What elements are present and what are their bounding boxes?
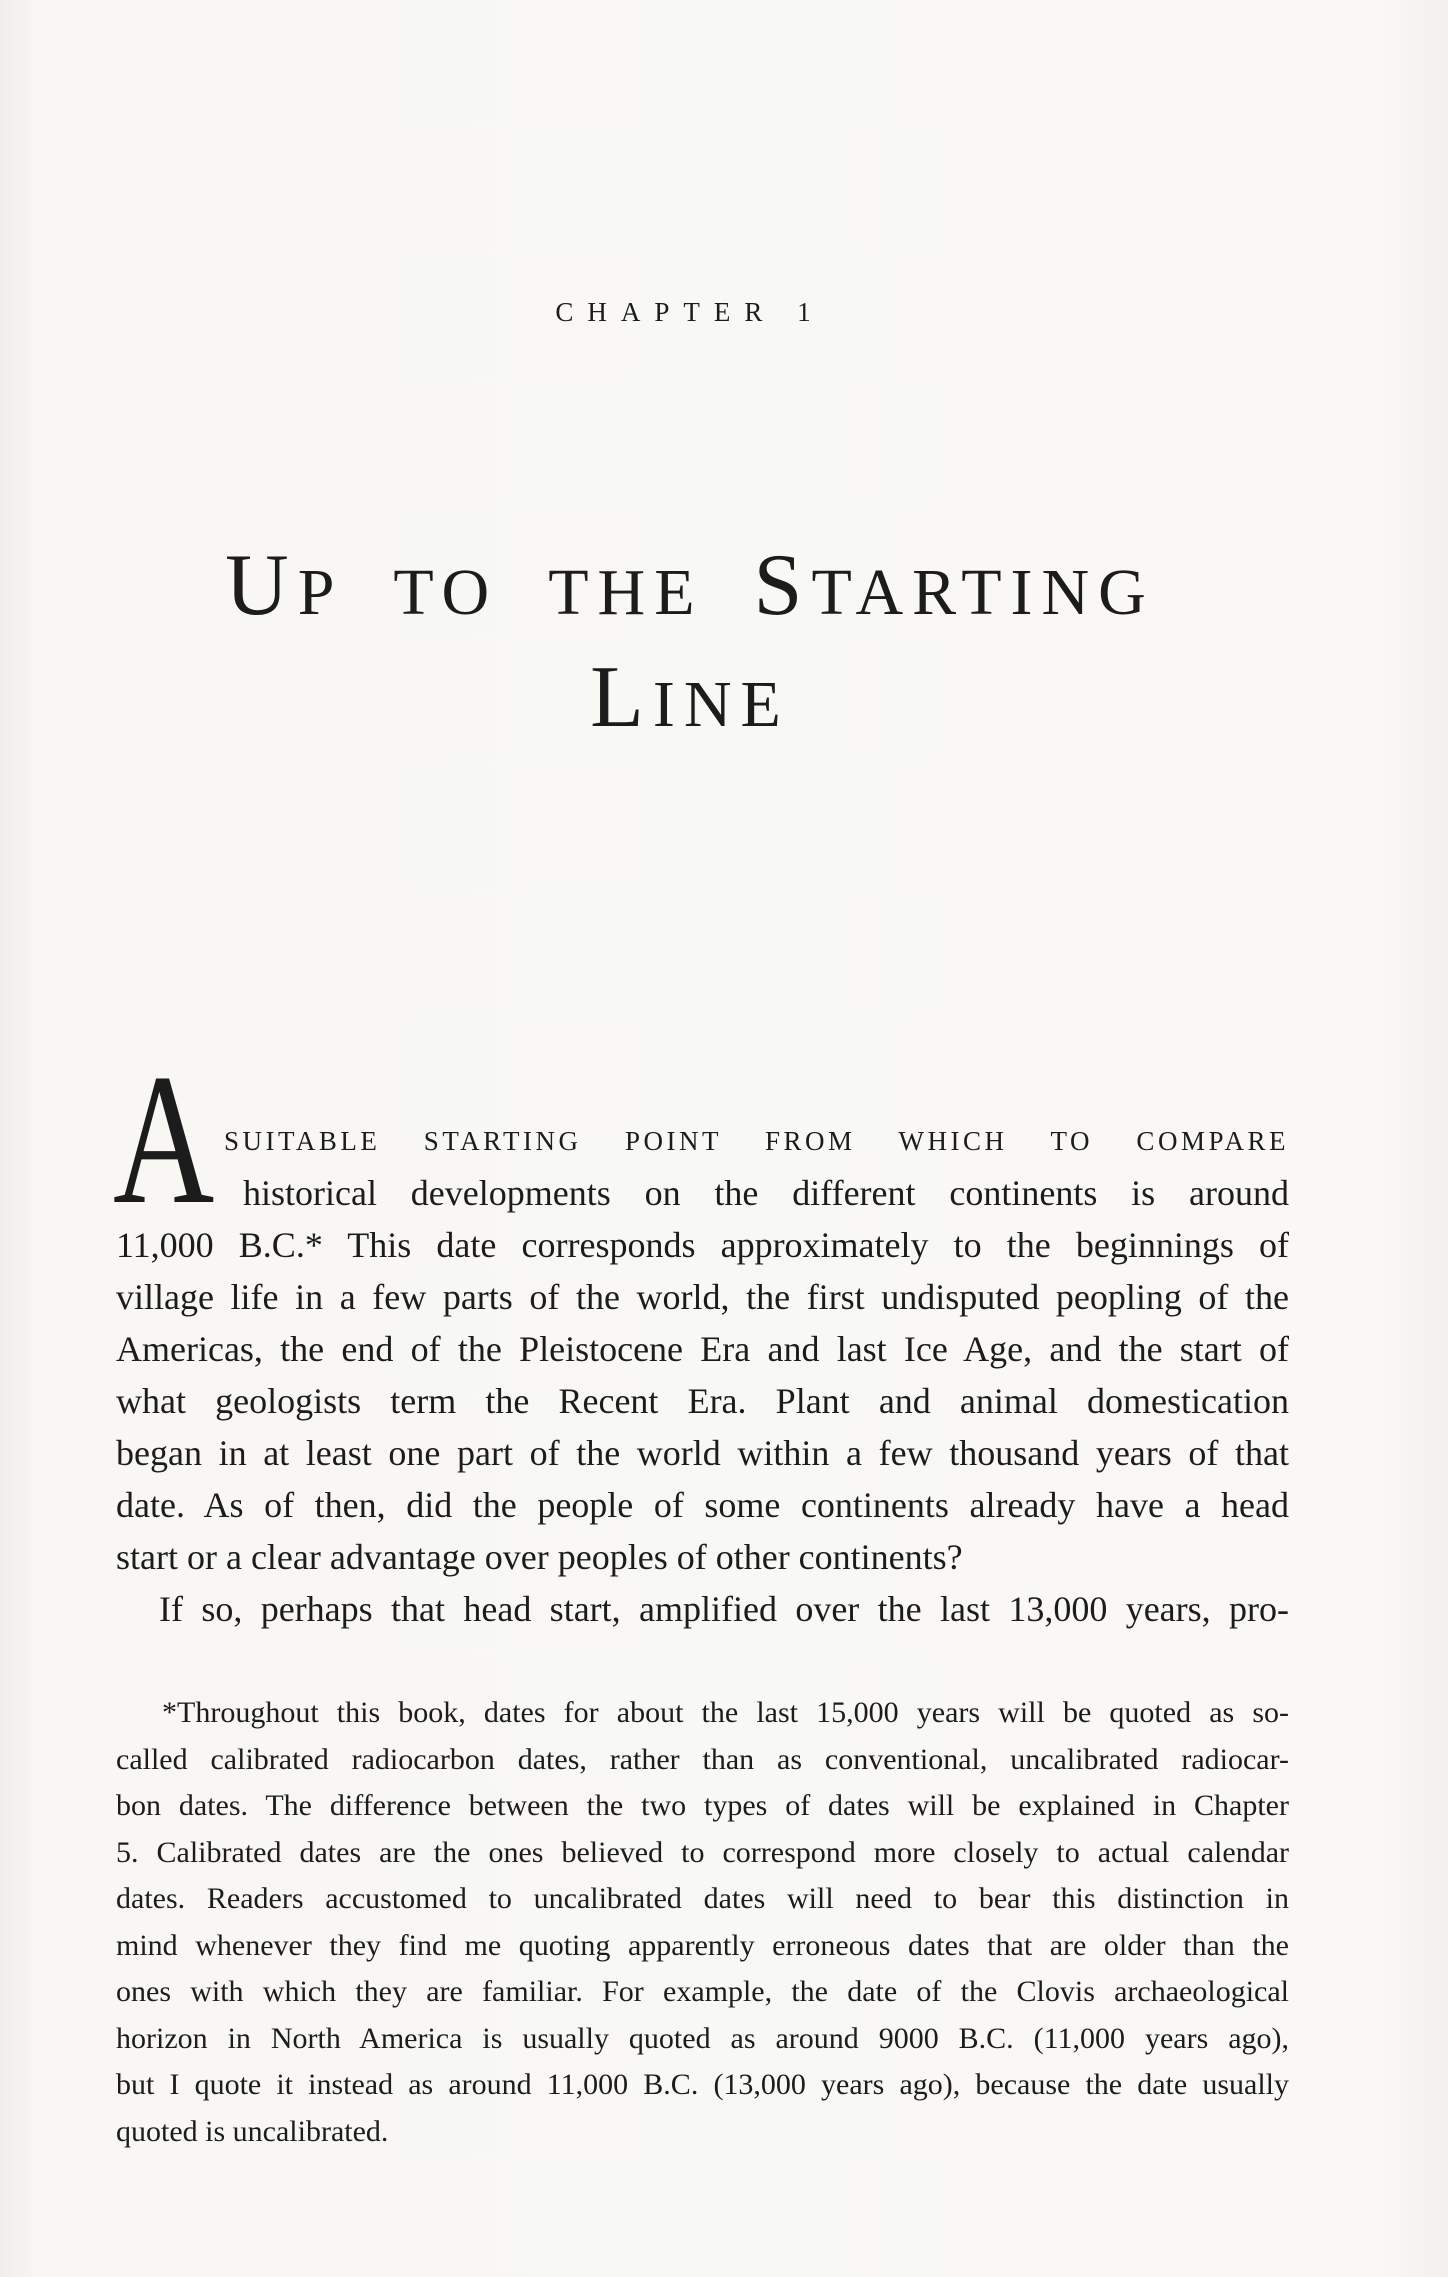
footnote-line: ones with which they are familiar. For example, the date of the Clovis archaeological bbox=[116, 1975, 1289, 2008]
footnote-line: horizon in North America is usually quoted as around 9000 B.C. (11,000 years ago), bbox=[116, 2021, 1289, 2055]
chapter-title-line-2 bbox=[0, 648, 1380, 755]
chapter-title-line-1 bbox=[0, 536, 1380, 643]
body-line: Americas, the end of the Pleistocene Era and last Ice Age, and the start of bbox=[116, 1329, 1289, 1369]
body-line: began in at least one part of the world within a few thousand years of that bbox=[116, 1433, 1289, 1473]
footnote-line: dates. Readers accustomed to uncalibrated dates will need to bear this distinction in bbox=[116, 1882, 1289, 1915]
title-word: LINE bbox=[590, 649, 790, 746]
footnote-line: but I quote it instead as around 11,000 B.C. (13,000 years ago), because the date usually bbox=[116, 2068, 1289, 2101]
title-word: THE bbox=[548, 556, 704, 629]
footnote bbox=[116, 1690, 1289, 2155]
body-line: historical developments on the different continents is around bbox=[243, 1173, 1289, 1213]
drop-cap: A bbox=[113, 1036, 215, 1243]
body-line: date. As of then, did the people of some continents already have a head bbox=[116, 1485, 1289, 1525]
body-line: If so, perhaps that head start, amplified over the last 13,000 years, pro- bbox=[159, 1589, 1289, 1629]
body-line: village life in a few parts of the world, the first undisputed peopling of the bbox=[116, 1277, 1289, 1317]
title-word: UP bbox=[225, 537, 344, 634]
body-line-opening-smallcaps: SUITABLE STARTING POINT FROM WHICH TO COMPARE bbox=[224, 1126, 1289, 1156]
title-word: STARTING bbox=[753, 537, 1155, 634]
footnote-line: 5. Calibrated dates are the ones believed to correspond more closely to actual calendar bbox=[116, 1835, 1289, 1869]
body-line: start or a clear advantage over peoples of other continents? bbox=[116, 1537, 963, 1577]
title-word: TO bbox=[393, 556, 499, 629]
body-paragraphs bbox=[116, 1115, 1289, 1635]
footnote-line: mind whenever they find me quoting apparently erroneous dates that are older than the bbox=[116, 1928, 1289, 1962]
footnote-line: *Throughout this book, dates for about the last 15,000 years will be quoted as so- bbox=[162, 1696, 1289, 1729]
footnote-line: quoted is uncalibrated. bbox=[116, 2114, 389, 2148]
chapter-label: CHAPTER 1 bbox=[555, 297, 825, 327]
footnote-line: called calibrated radiocarbon dates, rather than as conventional, uncalibrated radiocar- bbox=[116, 1742, 1289, 1776]
footnote-line: bon dates. The difference between the two types of dates will be explained in Chapter bbox=[116, 1789, 1289, 1822]
body-line: what geologists term the Recent Era. Plant and animal domestication bbox=[116, 1381, 1289, 1421]
body-line: 11,000 B.C.* This date corresponds approximately to the beginnings of bbox=[116, 1225, 1289, 1265]
